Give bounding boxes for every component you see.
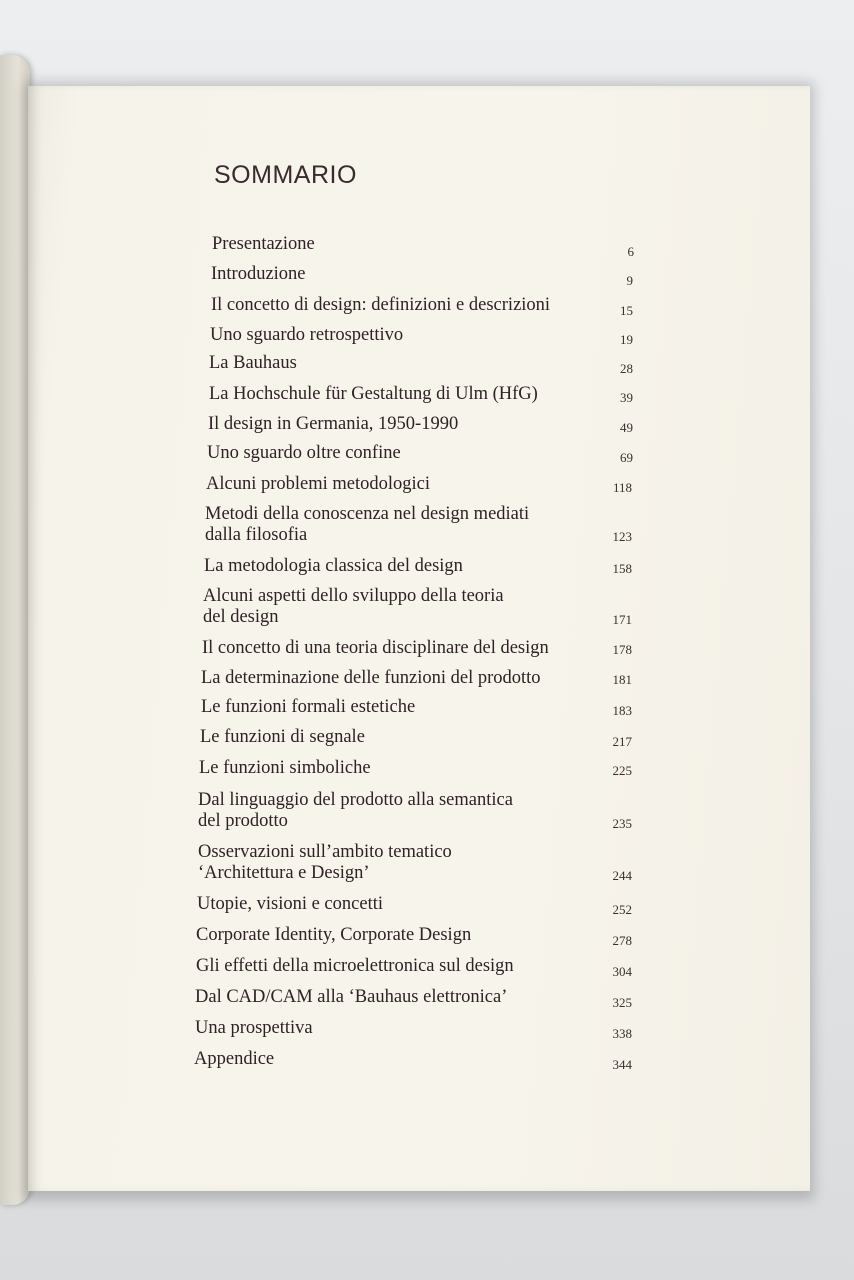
toc-entry-page: 181 <box>612 672 632 687</box>
toc-entry-title: Le funzioni simboliche <box>199 758 371 778</box>
toc-entry-page: 171 <box>612 612 632 627</box>
toc-entry-title: Il design in Germania, 1950-1990 <box>208 414 459 434</box>
toc-entry-page: 9 <box>626 273 633 288</box>
toc-entry-page: 158 <box>612 561 632 576</box>
toc-entry-title: Alcuni problemi metodologici <box>206 474 431 494</box>
toc-entry-page: 123 <box>612 529 632 544</box>
toc-entry-page: 338 <box>612 1026 632 1041</box>
toc-entry-title: Il concetto di design: definizioni e descrizioni <box>211 295 551 315</box>
toc-entry-page: 69 <box>620 450 633 465</box>
toc-entry-title: Dal CAD/CAM alla ‘Bauhaus elettronica’ <box>195 987 508 1007</box>
toc-entry-title: Dal linguaggio del prodotto alla semantica del prodotto <box>198 790 513 831</box>
toc-entry-title: Alcuni aspetti dello sviluppo della teoria del design <box>203 586 504 627</box>
toc-entry-title: Uno sguardo retrospettivo <box>210 325 404 345</box>
toc-entry-page: 344 <box>612 1057 632 1072</box>
toc-entry-page: 244 <box>612 868 632 883</box>
toc-entry-page: 278 <box>612 933 632 948</box>
toc-entry-page: 183 <box>612 703 632 718</box>
toc-entry-title: Gli effetti della microelettronica sul design <box>196 956 514 976</box>
toc-entry-title: Una prospettiva <box>195 1018 313 1038</box>
toc-entry <box>203 586 803 636</box>
toc-entry <box>194 1049 794 1089</box>
toc-entry-title: Il concetto di una teoria disciplinare del design <box>202 638 549 658</box>
toc-entry-page: 304 <box>612 964 632 979</box>
toc-entry-title: Metodi della conoscenza nel design mediati dalla filosofia <box>205 504 530 545</box>
toc-entry <box>198 790 798 840</box>
toc-entry-title: La Hochschule für Gestaltung di Ulm (HfG) <box>209 384 538 404</box>
toc-entry-page: 325 <box>612 995 632 1010</box>
toc-entry-title: La determinazione delle funzioni del prodotto <box>201 668 541 688</box>
toc-entry-page: 15 <box>620 303 633 318</box>
toc-entry-page: 217 <box>612 734 632 749</box>
toc-entry <box>205 504 805 554</box>
toc-entry-page: 39 <box>620 390 633 405</box>
toc-entry <box>198 842 798 892</box>
page-title: SOMMARIO <box>214 161 357 189</box>
toc-entry-page: 118 <box>612 480 632 495</box>
toc-entry-title: Introduzione <box>211 264 306 284</box>
toc-entry-page: 6 <box>627 244 634 259</box>
toc-entry-page: 235 <box>612 816 632 831</box>
toc-entry-title: La Bauhaus <box>209 353 297 373</box>
toc-entry-page: 49 <box>620 420 633 435</box>
toc-entry-page: 252 <box>612 902 632 917</box>
toc-entry-title: Le funzioni formali estetiche <box>201 697 416 717</box>
toc-entry-title: Presentazione <box>212 234 315 254</box>
toc-entry-page: 225 <box>612 763 632 778</box>
toc-entry-page: 19 <box>620 332 633 347</box>
toc-entry-title: La metodologia classica del design <box>204 556 463 576</box>
toc-entry-title: Corporate Identity, Corporate Design <box>196 925 472 945</box>
toc-entry-title: Uno sguardo oltre confine <box>207 443 401 463</box>
toc-entry-title: Osservazioni sull’ambito tematico ‘Architettura e Design’ <box>198 842 452 883</box>
toc-entry-page: 178 <box>612 642 632 657</box>
toc-entry-title: Utopie, visioni e concetti <box>197 894 383 914</box>
toc-entry-page: 28 <box>620 361 633 376</box>
toc-entry-title: Le funzioni di segnale <box>200 727 365 747</box>
toc-entry-title: Appendice <box>194 1049 275 1069</box>
